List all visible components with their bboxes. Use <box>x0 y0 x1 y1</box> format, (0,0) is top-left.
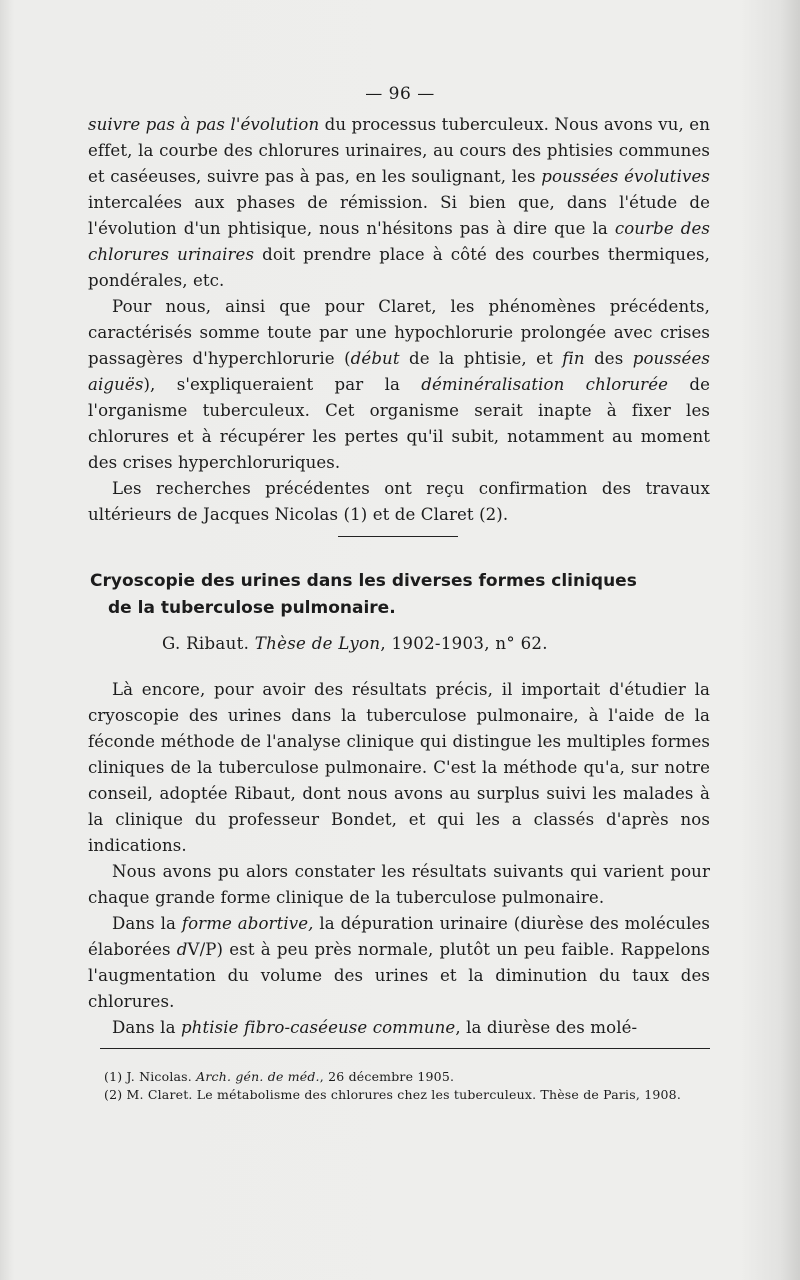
paragraph-forme-abortive: Dans la forme abortive, la dépuration urinaire (diurèse des molécules élaborées dV/P) est à peu près normale, plutôt un peu faible. Rappelons l'augmentation du volume des urines et la diminution du taux des chlorures. <box>88 914 711 1011</box>
paragraph-cryoscopie: Là encore, pour avoir des résultats précis, il importait d'étudier la cryoscopie des urines dans la tuberculose pulmonaire, à l'aide de la féconde méthode de l'analyse clinique qui distingue les multiples formes cliniques de la tuberculose pulmonaire. C'est la méthode qu'a, sur notre conseil, adoptée Ribaut, dont nous avons au surplus suivi les malades à la clinique du professeur Bondet, et qui les a classés d'après nos indications. <box>88 680 710 855</box>
section-citation: G. Ribaut. Thèse de Lyon, 1902-1903, n° 62. <box>162 634 548 653</box>
paragraph-evolution: suivre pas à pas l'évolution du processus tuberculeux. Nous avons vu, en effet, la courbe des chlorures urinaires, au cours des phtisies communes et caséeuses, suivre pas à pas, en les soulignant, les poussées évolutives intercalées aux phases de rémission. Si bien que, dans l'étude de l'évolution d'un phtisique, nous n'hésitons pas à dire que la courbe des chlorures urinaires doit prendre place à côté des courbes thermiques, pondérales, etc. <box>88 115 710 290</box>
footnote-2: (2) M. Claret. Le métabolisme des chlorures chez les tuberculeux. Thèse de Paris, 1908. <box>104 1087 681 1102</box>
upper-body-text <box>88 112 710 528</box>
paragraph-resultats: Nous avons pu alors constater les résultats suivants qui varient pour chaque grande forme clinique de la tuberculose pulmonaire. <box>88 862 710 907</box>
lower-body-text <box>88 677 710 1041</box>
footnote-1: (1) J. Nicolas. Arch. gén. de méd., 26 décembre 1905. <box>104 1069 455 1084</box>
paragraph-fibro-caseeuse: Dans la phtisie fibro-caséeuse commune, la diurèse des molé- <box>112 1018 638 1037</box>
footnotes <box>88 1068 710 1104</box>
footnote-divider <box>100 1048 710 1049</box>
section-divider <box>338 536 458 537</box>
section-heading: Cryoscopie des urines dans les diverses formes cliniques de la tuberculose pulmonaire. <box>90 571 637 618</box>
page-number: — 96 — <box>365 84 435 104</box>
paragraph-claret: Pour nous, ainsi que pour Claret, les phénomènes précédents, caractérisés somme toute par une hypochlorurie prolongée avec crises passagères d'hyperchlorurie (début de la phtisie, et fin des poussées aiguës), s'expliqueraient par la déminéralisation chlorurée de l'organisme tuberculeux. Cet organisme serait inapte à fixer les chlorures et à récupérer les pertes qu'il subit, notamment au moment des crises hyperchloruriques. <box>88 297 711 472</box>
paragraph-confirmation: Les recherches précédentes ont reçu confirmation des travaux ultérieurs de Jacques Nicolas (1) et de Claret (2). <box>88 479 710 524</box>
